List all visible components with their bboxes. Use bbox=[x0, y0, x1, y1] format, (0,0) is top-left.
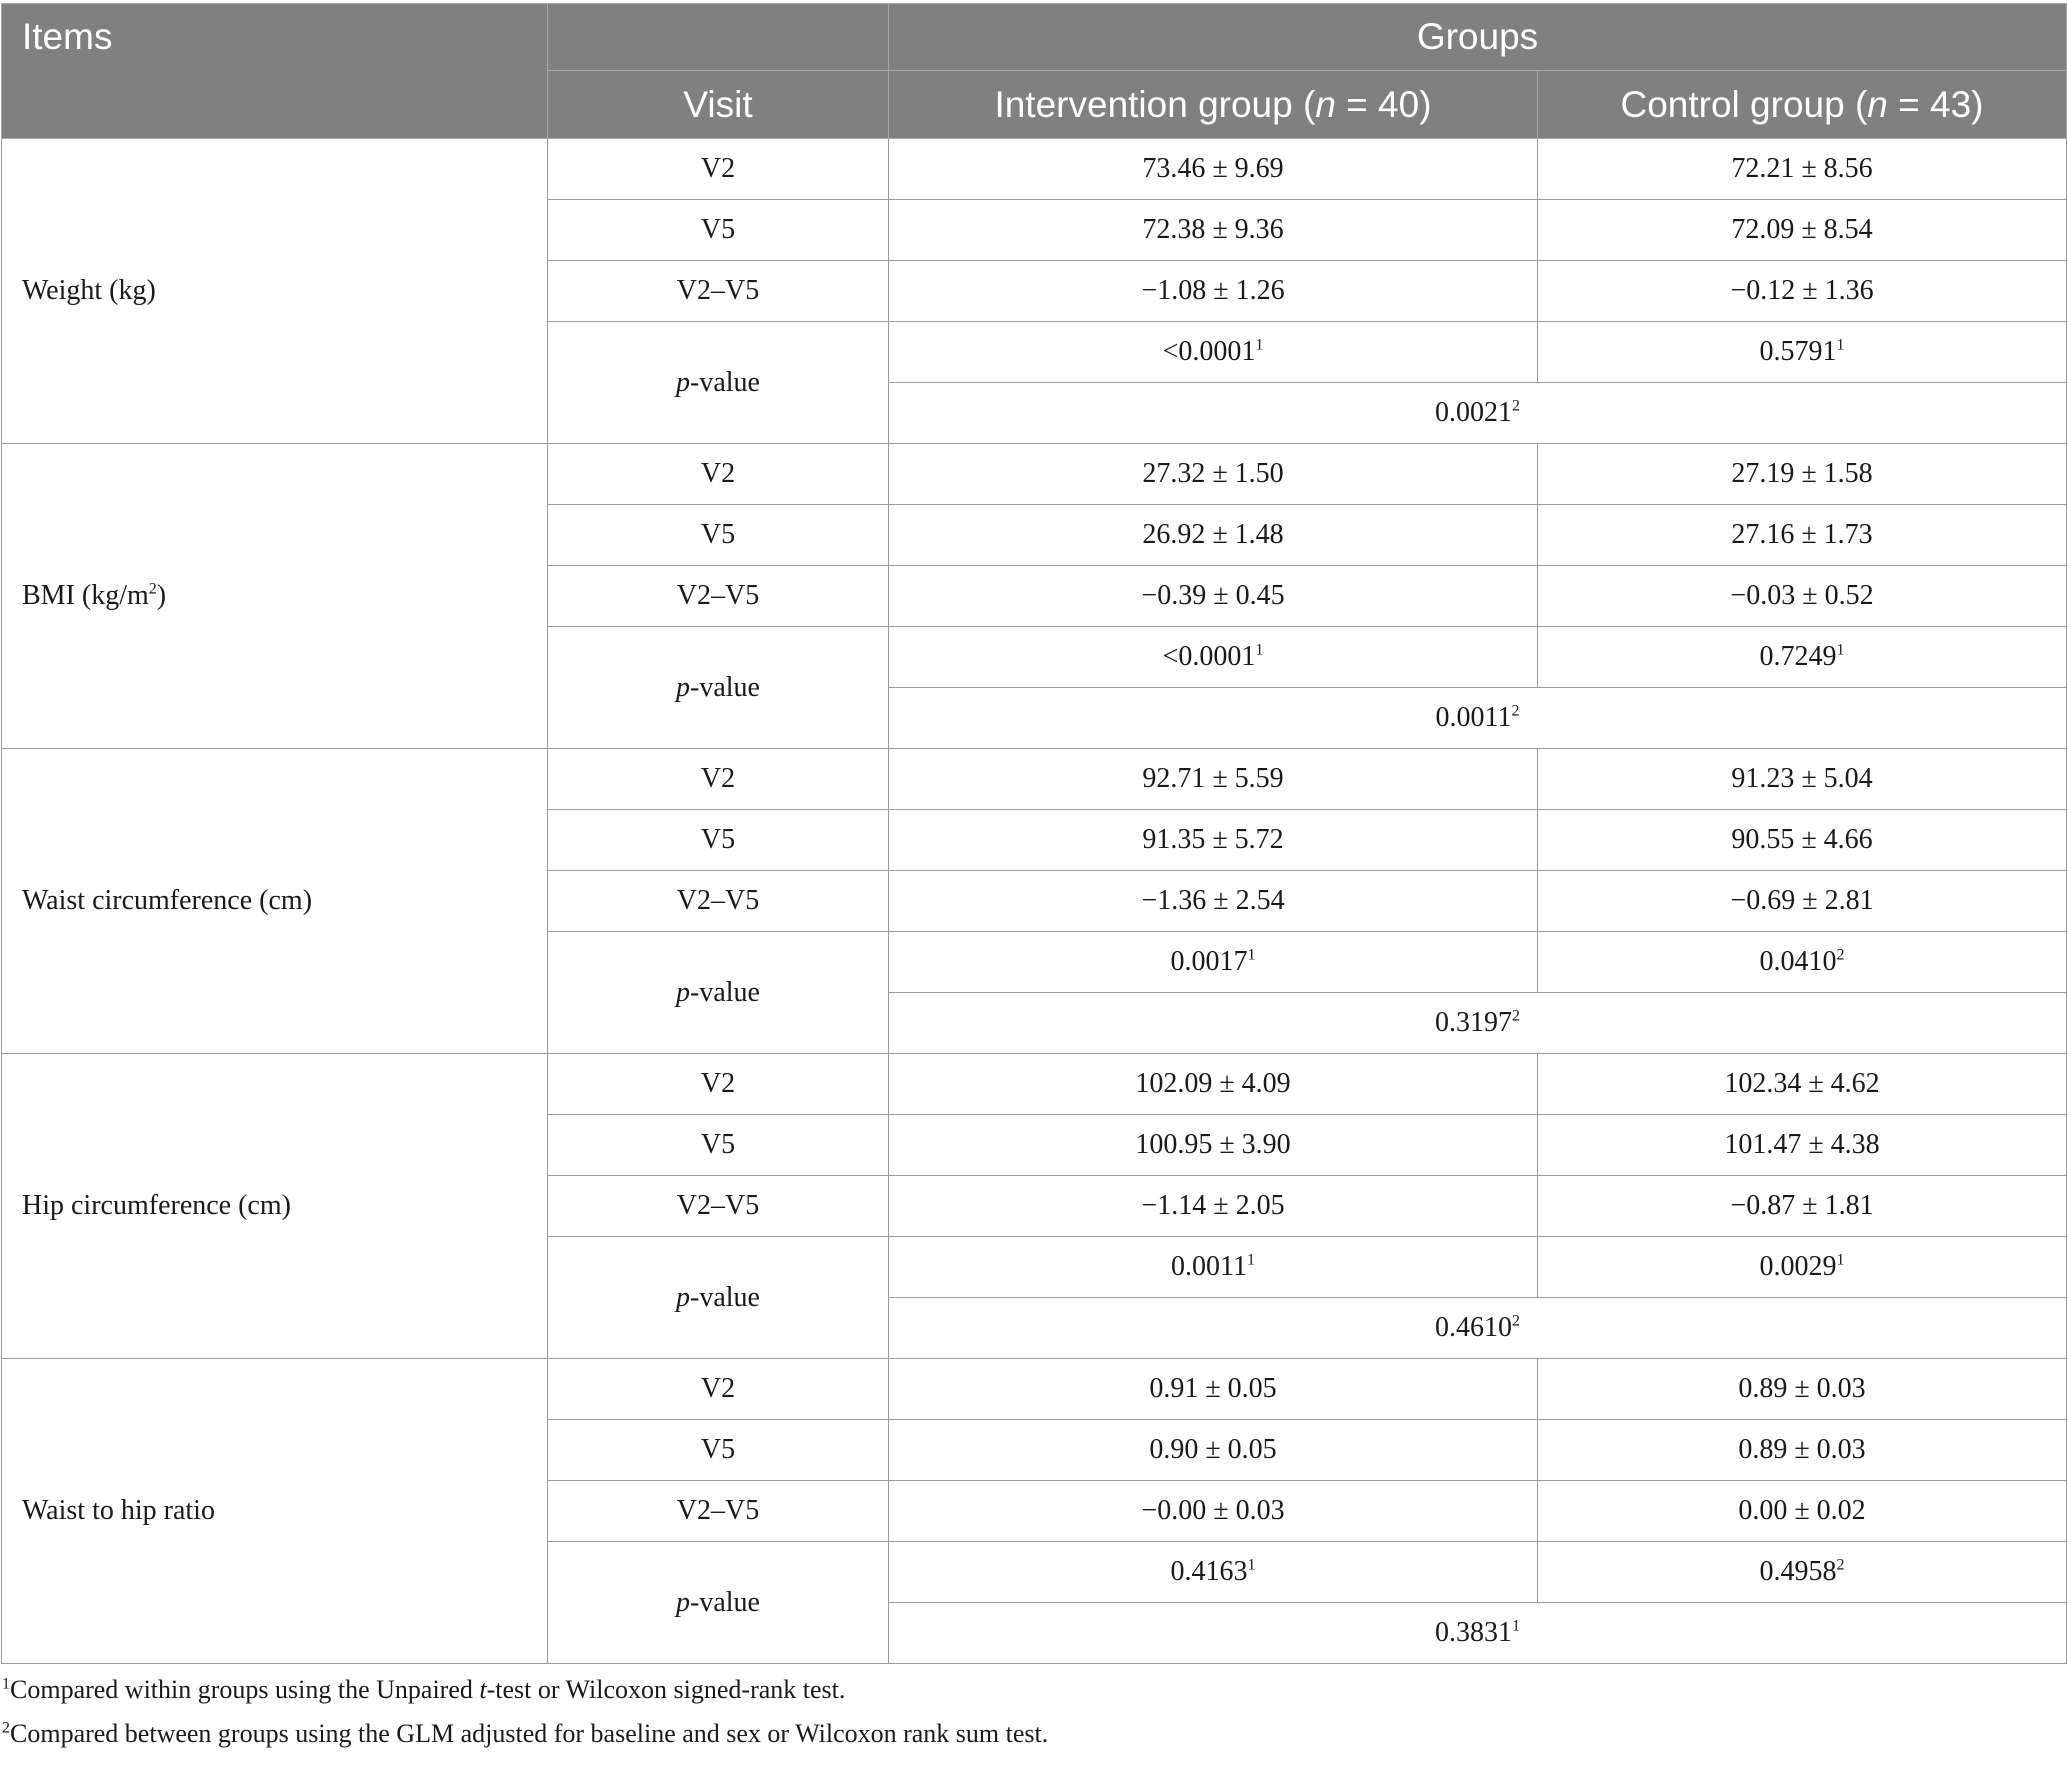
p-value-footnote-mark: 2 bbox=[1511, 702, 1520, 720]
control-value: 102.34 ± 4.62 bbox=[1538, 1054, 2067, 1115]
footnote-1: $^1$Compared within groups using the Unpaired t-test or Wilcoxon signed-rank test. bbox=[2, 1675, 846, 1704]
intervention-value: −1.36 ± 2.54 bbox=[889, 871, 1538, 932]
p-value-footnote-mark: 1 bbox=[1246, 1251, 1255, 1269]
visit-cell: V2 bbox=[548, 1359, 889, 1420]
between-group-p-value bbox=[889, 993, 2067, 1054]
control-value: 90.55 ± 4.66 bbox=[1538, 810, 2067, 871]
control-value: −0.87 ± 1.81 bbox=[1538, 1176, 2067, 1237]
intervention-value: 100.95 ± 3.90 bbox=[889, 1115, 1538, 1176]
p-value-footnote-mark: 2 bbox=[1512, 1312, 1520, 1330]
p-value-text: 0.7249 bbox=[1759, 641, 1837, 672]
item-label bbox=[2, 139, 548, 444]
p-value-footnote-mark: 2 bbox=[1512, 397, 1520, 415]
control-header: Control group (n = 43) bbox=[1538, 71, 2067, 139]
p-value-text: <0.0001 bbox=[1162, 641, 1256, 672]
items-header: Items bbox=[2, 4, 548, 139]
visit-cell: V2–V5 bbox=[548, 871, 889, 932]
control-p-value bbox=[1538, 1237, 2067, 1298]
visit-cell: V5 bbox=[548, 505, 889, 566]
table-row bbox=[2, 139, 2067, 200]
visit-cell: V2–V5 bbox=[548, 566, 889, 627]
p-value-text: 0.4958 bbox=[1759, 1556, 1837, 1587]
p-value-text: 0.0021 bbox=[1435, 397, 1512, 428]
intervention-value: −1.14 ± 2.05 bbox=[889, 1176, 1538, 1237]
control-value: 91.23 ± 5.04 bbox=[1538, 749, 2067, 810]
intervention-value: 73.46 ± 9.69 bbox=[889, 139, 1538, 200]
intervention-value: −0.00 ± 0.03 bbox=[889, 1481, 1538, 1542]
p-symbol: p bbox=[676, 1586, 691, 1618]
intervention-value: 26.92 ± 1.48 bbox=[889, 505, 1538, 566]
p-value-text: 0.0011 bbox=[1171, 1251, 1247, 1282]
item-text: BMI (kg/m bbox=[22, 580, 149, 611]
control-value: 72.09 ± 8.54 bbox=[1538, 200, 2067, 261]
p-value-text: 0.3197 bbox=[1435, 1007, 1512, 1038]
p-suffix: -value bbox=[690, 976, 760, 1008]
intervention-value: 0.90 ± 0.05 bbox=[889, 1420, 1538, 1481]
p-value-text: <0.0001 bbox=[1162, 336, 1256, 367]
item-text: Weight (kg) bbox=[22, 275, 156, 306]
intervention-value: 102.09 ± 4.09 bbox=[889, 1054, 1538, 1115]
control-value: 72.21 ± 8.56 bbox=[1538, 139, 2067, 200]
control-p-value bbox=[1538, 627, 2067, 688]
intervention-value: 72.38 ± 9.36 bbox=[889, 200, 1538, 261]
intervention-value: −0.39 ± 0.45 bbox=[889, 566, 1538, 627]
groups-header: Groups bbox=[889, 4, 2067, 71]
visit-cell: V2–V5 bbox=[548, 261, 889, 322]
p-suffix: -value bbox=[690, 366, 760, 398]
visit-cell: V5 bbox=[548, 200, 889, 261]
p-value-text: 0.5791 bbox=[1759, 336, 1837, 367]
control-value: −0.69 ± 2.81 bbox=[1538, 871, 2067, 932]
item-label bbox=[2, 1054, 548, 1359]
item-label bbox=[2, 749, 548, 1054]
intervention-p-value bbox=[889, 932, 1538, 993]
intervention-value: 27.32 ± 1.50 bbox=[889, 444, 1538, 505]
footnote-2: $^2$Compared between groups using the GLM adjusted for baseline and sex or Wilcoxon rank sum test. bbox=[2, 1719, 1049, 1748]
p-value-text: 0.0029 bbox=[1759, 1251, 1837, 1282]
visit-cell: V2 bbox=[548, 749, 889, 810]
control-value: −0.03 ± 0.52 bbox=[1538, 566, 2067, 627]
between-group-p-value bbox=[889, 688, 2067, 749]
p-value-label bbox=[548, 1237, 889, 1359]
p-symbol: p bbox=[676, 976, 691, 1008]
table-wrapper bbox=[0, 3, 2067, 1756]
item-superscript: 2 bbox=[148, 580, 157, 598]
p-suffix: -value bbox=[690, 1281, 760, 1313]
p-value-footnote-mark: 2 bbox=[1836, 1556, 1845, 1574]
item-label bbox=[2, 1359, 548, 1664]
p-value-label bbox=[548, 627, 889, 749]
visit-cell: V5 bbox=[548, 1115, 889, 1176]
control-value: −0.12 ± 1.36 bbox=[1538, 261, 2067, 322]
item-label bbox=[2, 444, 548, 749]
header-row-groups bbox=[2, 4, 2067, 71]
p-symbol: p bbox=[676, 1281, 691, 1313]
table-row bbox=[2, 1359, 2067, 1420]
p-value-label bbox=[548, 1542, 889, 1664]
visit-cell: V5 bbox=[548, 810, 889, 871]
p-value-text: 0.4610 bbox=[1435, 1312, 1512, 1343]
intervention-header: Intervention group (n = 40) bbox=[889, 71, 1538, 139]
header-blank-cell bbox=[548, 4, 889, 71]
p-value-text: 0.0017 bbox=[1170, 946, 1248, 977]
p-value-footnote-mark: 1 bbox=[1255, 336, 1264, 354]
item-text: Waist to hip ratio bbox=[22, 1495, 215, 1526]
visit-cell: V2 bbox=[548, 444, 889, 505]
p-value-label bbox=[548, 322, 889, 444]
p-symbol: p bbox=[676, 366, 691, 398]
control-value: 0.89 ± 0.03 bbox=[1538, 1420, 2067, 1481]
control-value: 101.47 ± 4.38 bbox=[1538, 1115, 2067, 1176]
p-value-text: 0.4163 bbox=[1170, 1556, 1248, 1587]
p-value-footnote-mark: 1 bbox=[1836, 641, 1845, 659]
intervention-value: 92.71 ± 5.59 bbox=[889, 749, 1538, 810]
table-row bbox=[2, 444, 2067, 505]
p-value-label bbox=[548, 932, 889, 1054]
control-value: 0.89 ± 0.03 bbox=[1538, 1359, 2067, 1420]
table-header bbox=[2, 4, 2067, 139]
visit-cell: V2–V5 bbox=[548, 1481, 889, 1542]
intervention-p-value bbox=[889, 1237, 1538, 1298]
control-value: 27.16 ± 1.73 bbox=[1538, 505, 2067, 566]
control-p-value bbox=[1538, 932, 2067, 993]
p-value-footnote-mark: 2 bbox=[1512, 1007, 1520, 1025]
p-suffix: -value bbox=[690, 1586, 760, 1618]
item-text: Waist circumference (cm) bbox=[22, 885, 313, 916]
intervention-value: −1.08 ± 1.26 bbox=[889, 261, 1538, 322]
table-body bbox=[2, 139, 2067, 1664]
intervention-p-value bbox=[889, 322, 1538, 383]
intervention-value: 91.35 ± 5.72 bbox=[889, 810, 1538, 871]
control-p-value bbox=[1538, 1542, 2067, 1603]
p-symbol: p bbox=[676, 671, 691, 703]
p-value-footnote-mark: 1 bbox=[1836, 336, 1845, 354]
between-group-p-value bbox=[889, 1298, 2067, 1359]
visit-header: Visit bbox=[548, 71, 889, 139]
p-value-footnote-mark: 2 bbox=[1836, 946, 1845, 964]
control-p-value bbox=[1538, 322, 2067, 383]
item-text: Hip circumference (cm) bbox=[22, 1190, 291, 1221]
p-value-text: 0.0011 bbox=[1435, 702, 1512, 733]
p-value-footnote-mark: 1 bbox=[1512, 1617, 1520, 1635]
visit-cell: V5 bbox=[548, 1420, 889, 1481]
p-value-text: 0.0410 bbox=[1759, 946, 1837, 977]
between-group-p-value bbox=[889, 383, 2067, 444]
intervention-p-value bbox=[889, 627, 1538, 688]
p-value-footnote-mark: 1 bbox=[1255, 641, 1264, 659]
control-value: 27.19 ± 1.58 bbox=[1538, 444, 2067, 505]
results-table bbox=[1, 3, 2067, 1664]
table-row bbox=[2, 749, 2067, 810]
p-value-footnote-mark: 1 bbox=[1247, 1556, 1256, 1574]
between-group-p-value bbox=[889, 1603, 2067, 1664]
table-row bbox=[2, 1054, 2067, 1115]
p-value-text: 0.3831 bbox=[1435, 1617, 1512, 1648]
visit-cell: V2–V5 bbox=[548, 1176, 889, 1237]
visit-cell: V2 bbox=[548, 139, 889, 200]
p-suffix: -value bbox=[690, 671, 760, 703]
control-value: 0.00 ± 0.02 bbox=[1538, 1481, 2067, 1542]
p-value-footnote-mark: 1 bbox=[1836, 1251, 1845, 1269]
intervention-p-value bbox=[889, 1542, 1538, 1603]
item-suffix: ) bbox=[156, 580, 167, 611]
p-value-footnote-mark: 1 bbox=[1247, 946, 1256, 964]
intervention-value: 0.91 ± 0.05 bbox=[889, 1359, 1538, 1420]
visit-cell: V2 bbox=[548, 1054, 889, 1115]
